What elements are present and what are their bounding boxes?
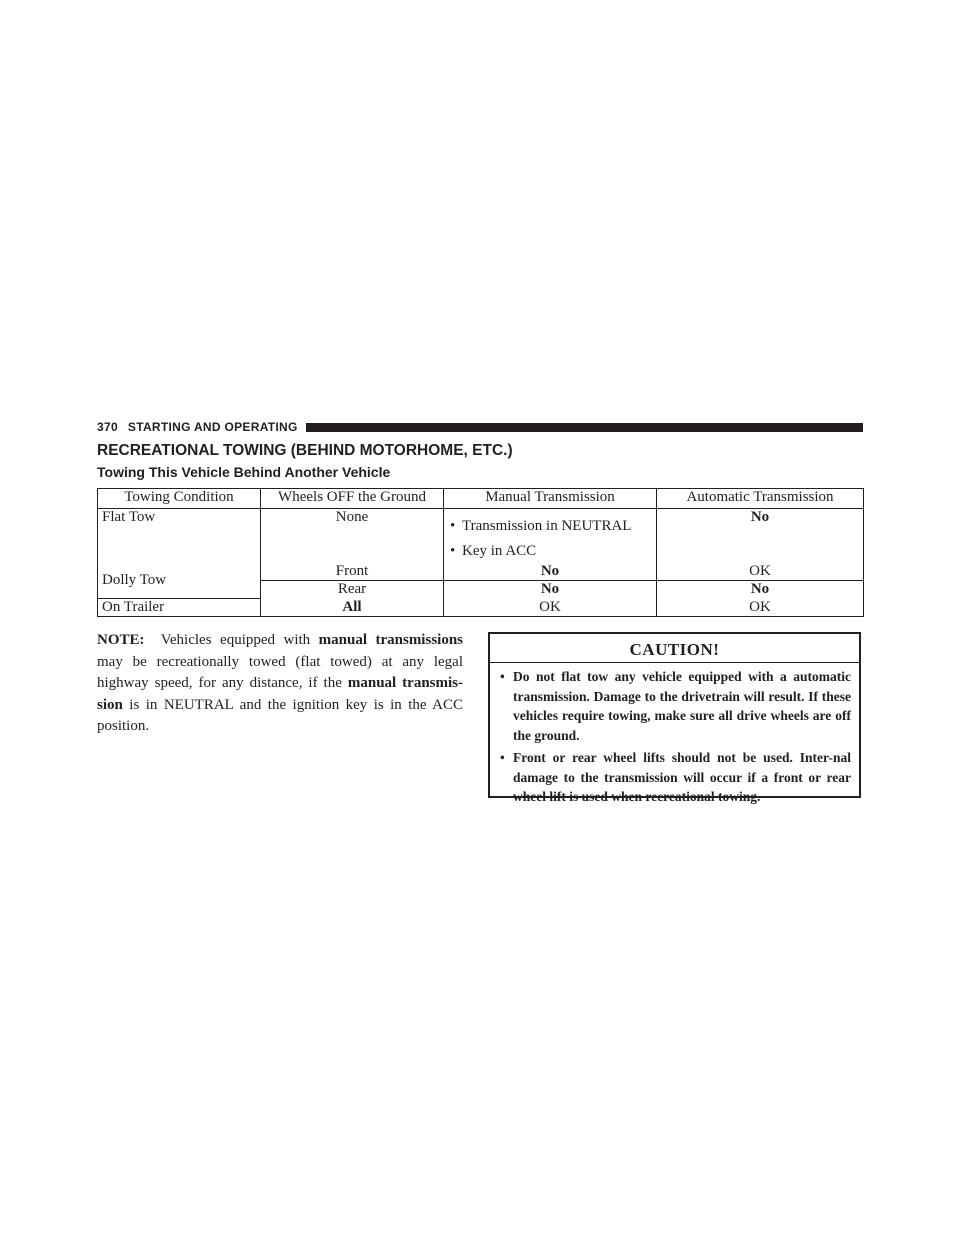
cell-automatic: No (657, 581, 864, 599)
section-title: STARTING AND OPERATING (127, 420, 298, 434)
page-title: RECREATIONAL TOWING (BEHIND MOTORHOME, ETC.) (97, 442, 513, 459)
bullet-icon: • (500, 750, 505, 765)
cell-automatic: OK (657, 563, 864, 581)
bullet-icon: • (500, 669, 505, 684)
bullet-icon: • (450, 518, 456, 534)
table-row-on-trailer (98, 599, 864, 617)
page-number: 370 (97, 420, 118, 434)
page-subtitle: Towing This Vehicle Behind Another Vehicle (97, 464, 391, 480)
manual-bullet-list (448, 518, 652, 560)
page-header (97, 420, 863, 434)
table-row-dolly-front (98, 563, 864, 581)
table-row-flat-tow (98, 509, 864, 563)
cell-manual: No (444, 563, 657, 581)
caution-box (488, 632, 861, 804)
cell-manual (444, 509, 657, 563)
cell-condition: On Trailer (98, 599, 261, 617)
header-rule (306, 423, 863, 432)
cell-manual: No (444, 581, 657, 599)
cell-condition: Dolly Tow (98, 563, 261, 599)
note-label: NOTE: (97, 632, 145, 648)
list-item: • Do not flat tow any vehicle equipped with a automatic transmission. Damage to the drivetrain will result. If these vehicles require towing, make sure all drive wheels are off the ground. (500, 669, 851, 743)
towing-table (97, 488, 864, 617)
column-header: Wheels OFF the Ground (261, 489, 444, 509)
cell-wheels: Front (261, 563, 444, 581)
list-item: • Front or rear wheel lifts should not be used. Inter-nal damage to the transmission will occur if a front or rear wheel lift is used when recreational towing. (500, 750, 851, 804)
note-paragraph: NOTE: Vehicles equipped with manual transmissions may be recreationally towed (flat towed) at any legal highway speed, for any distance, if the manual transmis-sion is in NEUTRAL and the ignition key is in the ACC position. (97, 632, 464, 734)
cell-manual: OK (444, 599, 657, 617)
column-header: Towing Condition (98, 489, 261, 509)
cell-wheels: All (261, 599, 444, 617)
table-header-row (98, 489, 864, 509)
caution-title: CAUTION! (490, 634, 859, 663)
bullet-icon: • (450, 543, 456, 559)
cell-wheels: None (261, 509, 444, 563)
cell-automatic: No (657, 509, 864, 563)
list-item: • Transmission in NEUTRAL (450, 518, 632, 534)
list-item: • Key in ACC (450, 543, 537, 559)
cell-condition: Flat Tow (98, 509, 261, 563)
column-header: Manual Transmission (444, 489, 657, 509)
caution-list (490, 663, 859, 807)
column-header: Automatic Transmission (657, 489, 864, 509)
cell-automatic: OK (657, 599, 864, 617)
cell-wheels: Rear (261, 581, 444, 599)
